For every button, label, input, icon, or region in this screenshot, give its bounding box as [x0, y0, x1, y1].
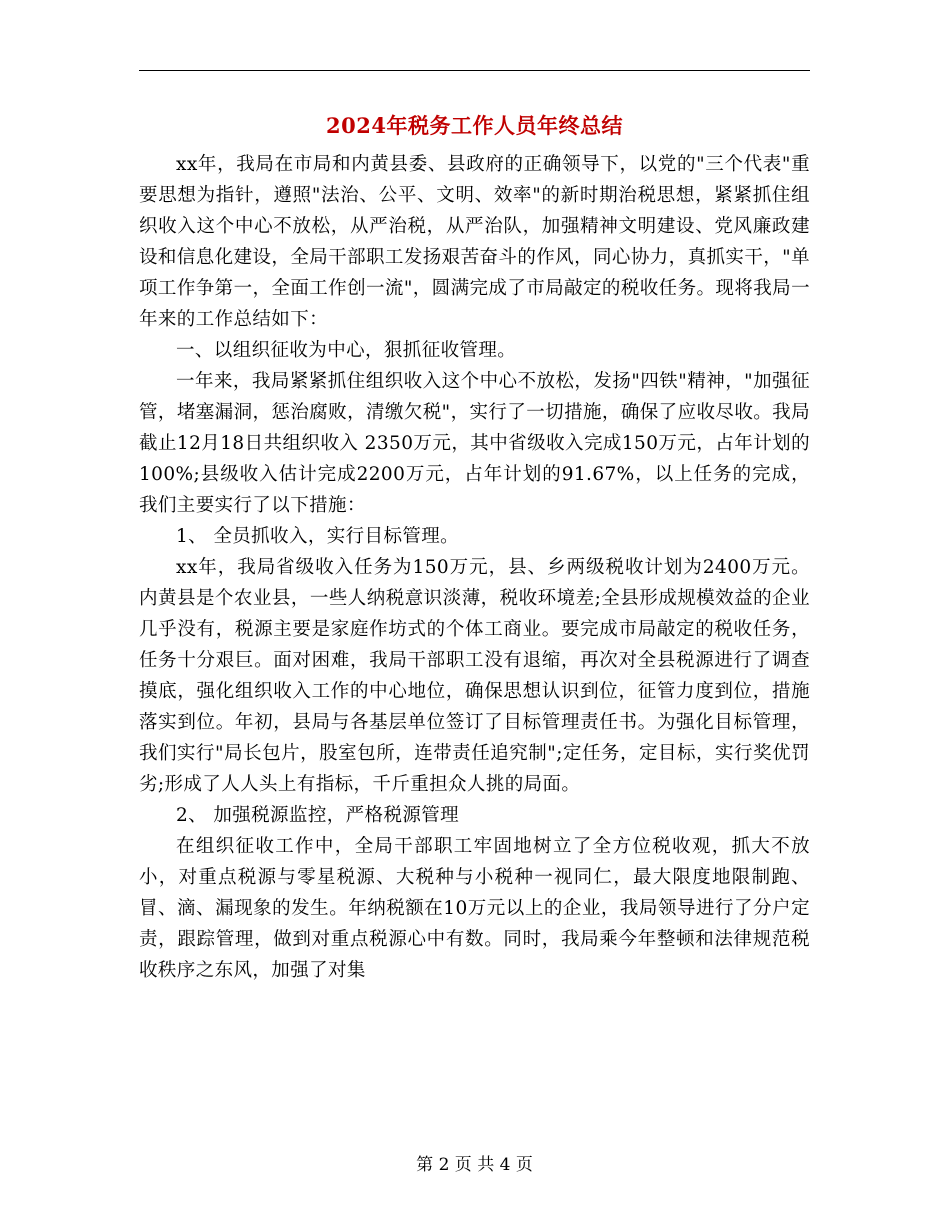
subsection-1-paragraph: xx年，我局省级收入任务为150万元，县、乡两级税收计划为2400万元。内黄县是个农业县，一些人纳税意识淡薄，税收环境差;全县形成规模效益的企业几乎没有，税源主要是家庭作坊式的个体工商业。要完成市局敲定的税收任务，任务十分艰巨。面对困难，我局干部职工没有退缩，再次对全县税源进行了调查摸底，强化组织收入工作的中心地位，确保思想认识到位，征管力度到位，措施落实到位。年初，县局与各基层单位签订了目标管理责任书。为强化目标管理，我们实行"局长包片，股室包所，连带责任追究制";定任务，定目标，实行奖优罚劣;形成了人人头上有指标，千斤重担众人挑的局面。 — [139, 557, 810, 795]
header-rule — [139, 70, 810, 71]
intro-paragraph: xx年，我局在市局和内黄县委、县政府的正确领导下，以党的"三个代表"重要思想为指针，遵照"法治、公平、文明、效率"的新时期治税思想，紧紧抓住组织收入这个中心不放松，从严治税，从严治队，加强精神文明建设、党风廉政建设和信息化建设，全局干部职工发扬艰苦奋斗的作风，同心协力，真抓实干，"单项工作争第一，全面工作创一流"，圆满完成了市局敲定的税收任务。现将我局一年来的工作总结如下： — [139, 154, 810, 330]
subsection-2-paragraph: 在组织征收工作中，全局干部职工牢固地树立了全方位税收观，抓大不放小，对重点税源与零星税源、大税种与小税种一视同仁，最大限度地限制跑、冒、滴、漏现象的发生。年纳税额在10万元以上的企业，我局领导进行了分户定责，跟踪管理，做到对重点税源心中有数。同时，我局乘今年整顿和法律规范税收秩序之东风，加强了对集 — [139, 836, 810, 981]
page-number-label: 第 2 页 共 4 页 — [416, 1155, 533, 1175]
document-body — [139, 149, 810, 986]
subheading-1: 1、 全员抓收入，实行目标管理。 — [176, 526, 460, 547]
page-number — [139, 1153, 810, 1177]
document-title: 2024年税务工作人员年终总结 — [326, 113, 623, 138]
subheading-2: 2、 加强税源监控，严格税源管理 — [176, 805, 460, 826]
section-heading-1: 一、以组织征收为中心，狠抓征收管理。 — [176, 340, 517, 361]
section-1-paragraph: 一年来，我局紧紧抓住组织收入这个中心不放松，发扬"四铁"精神，"加强征管，堵塞漏洞，惩治腐败，清缴欠税"，实行了一切措施，确保了应收尽收。我局截止12月18日共组织收入 2350万元，其中省级收入完成150万元，占年计划的100%;县级收入估计完成2200万元，占年计划的91.67%，以上任务的完成，我们主要实行了以下措施： — [139, 371, 810, 516]
